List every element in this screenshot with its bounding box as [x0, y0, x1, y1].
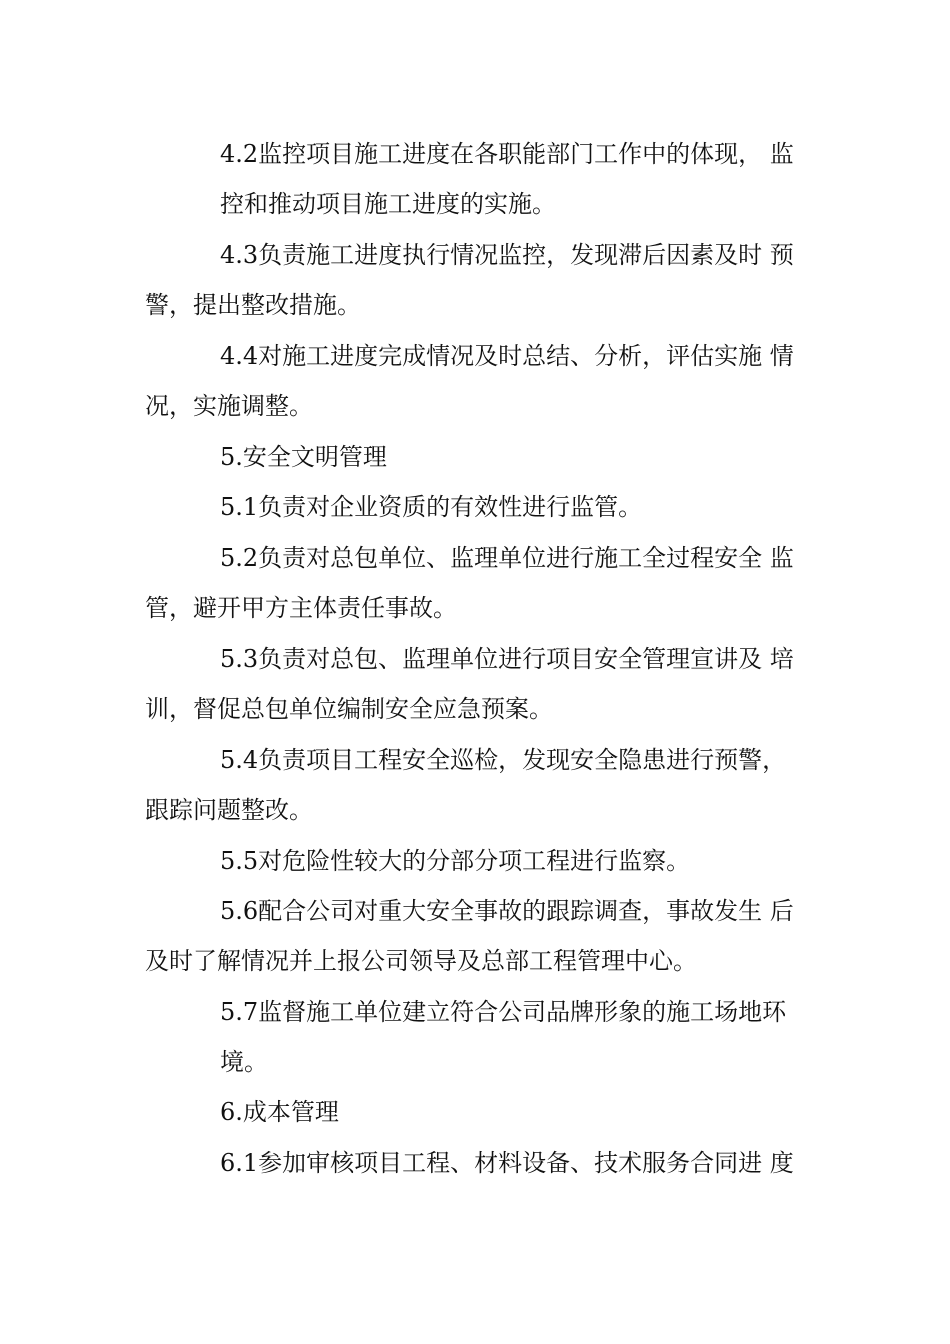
- text-line-4-3-cont: 警，提出整改措施。: [145, 291, 361, 319]
- text-line-5-3: 5.3负责对总包、监理单位进行项目安全管理宣讲及 培: [220, 645, 794, 673]
- text-line-5-5: 5.5对危险性较大的分部分项工程进行监察。: [220, 847, 691, 875]
- text-line-4-4: 4.4对施工进度完成情况及时总结、分析，评估实施 情: [220, 342, 794, 370]
- text-line-6-1: 6.1参加审核项目工程、材料设备、技术服务合同进 度: [220, 1149, 794, 1177]
- text-line-4-3: 4.3负责施工进度执行情况监控，发现滞后因素及时 预: [220, 241, 794, 269]
- section-heading-5: 5.安全文明管理: [220, 443, 387, 471]
- text-line-5-7-cont: 境。: [220, 1048, 268, 1076]
- text-line-5-4: 5.4负责项目工程安全巡检，发现安全隐患进行预警，: [220, 746, 787, 774]
- text-line-5-1: 5.1负责对企业资质的有效性进行监管。: [220, 493, 643, 521]
- text-line-5-7: 5.7监督施工单位建立符合公司品牌形象的施工场地环: [220, 998, 787, 1026]
- text-line-4-2-cont: 控和推动项目施工进度的实施。: [220, 190, 556, 218]
- text-line-4-4-cont: 况，实施调整。: [145, 392, 313, 420]
- text-line-5-2: 5.2负责对总包单位、监理单位进行施工全过程安全 监: [220, 544, 794, 572]
- text-line-4-2: 4.2监控项目施工进度在各职能部门工作中的体现， 监: [220, 140, 794, 168]
- text-line-5-3-cont: 训，督促总包单位编制安全应急预案。: [145, 695, 553, 723]
- text-line-5-6-cont: 及时了解情况并上报公司领导及总部工程管理中心。: [145, 947, 697, 975]
- section-heading-6: 6.成本管理: [220, 1098, 339, 1126]
- text-line-5-4-cont: 跟踪问题整改。: [145, 796, 313, 824]
- text-line-5-2-cont: 管，避开甲方主体责任事故。: [145, 594, 457, 622]
- text-line-5-6: 5.6配合公司对重大安全事故的跟踪调查，事故发生 后: [220, 897, 794, 925]
